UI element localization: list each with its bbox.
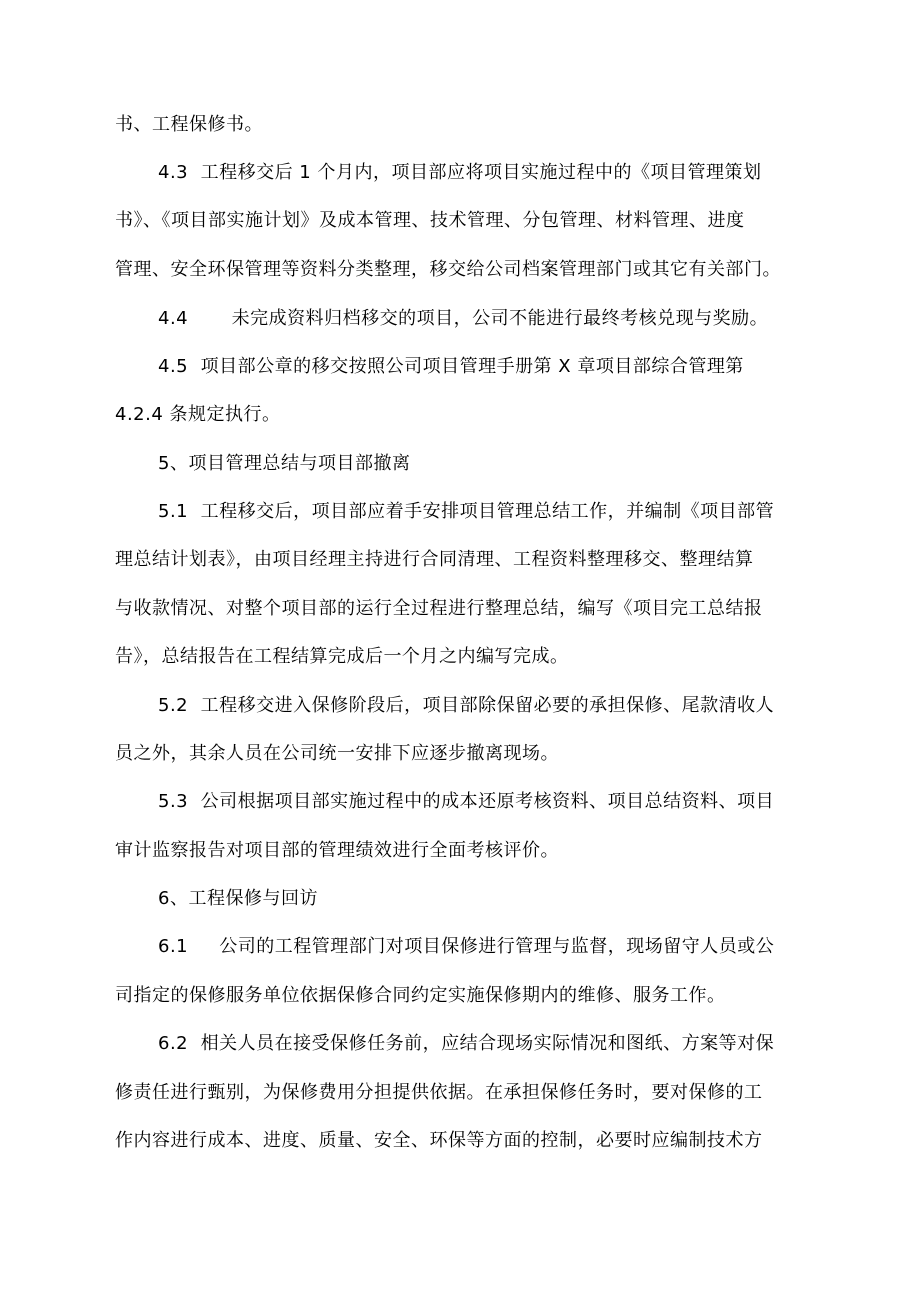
- text-line-21: 修责任进行甄别，为保修费用分担提供依据。在承担保修任务时，要对保修的工: [115, 1082, 763, 1103]
- text-line-7: 4.2.4 条规定执行。: [115, 404, 281, 425]
- text-line-6: 4.5 项目部公章的移交按照公司项目管理手册第 X 章项目部综合管理第: [158, 356, 744, 377]
- text-line-19: 司指定的保修服务单位依据保修合同约定实施保修期内的维修、服务工作。: [115, 985, 726, 1006]
- text-line-4: 管理、安全环保管理等资料分类整理，移交给公司档案管理部门或其它有关部门。: [115, 259, 781, 280]
- text-line-15: 5.3 公司根据项目部实施过程中的成本还原考核资料、项目总结资料、项目: [158, 791, 775, 812]
- text-line-18: 6.1 公司的工程管理部门对项目保修进行管理与监督，现场留守人员或公: [158, 936, 775, 957]
- text-line-9: 5.1 工程移交后，项目部应着手安排项目管理总结工作，并编制《项目部管: [158, 501, 775, 522]
- text-line-22: 作内容进行成本、进度、质量、安全、环保等方面的控制，必要时应编制技术方: [115, 1130, 763, 1151]
- section-heading-6: 6、工程保修与回访: [158, 888, 318, 909]
- section-heading-5: 5、项目管理总结与项目部撤离: [158, 453, 411, 474]
- text-line-12: 告》，总结报告在工程结算完成后一个月之内编写完成。: [115, 646, 569, 667]
- text-line-20: 6.2 相关人员在接受保修任务前，应结合现场实际情况和图纸、方案等对保: [158, 1033, 775, 1054]
- text-line-5: 4.4 未完成资料归档移交的项目，公司不能进行最终考核兑现与奖励。: [158, 308, 769, 329]
- text-line-11: 与收款情况、对整个项目部的运行全过程进行整理总结，编写《项目完工总结报: [115, 598, 763, 619]
- text-line-16: 审计监察报告对项目部的管理绩效进行全面考核评价。: [115, 840, 559, 861]
- text-line-2: 4.3 工程移交后 1 个月内，项目部应将项目实施过程中的《项目管理策划: [158, 162, 762, 183]
- text-line-13: 5.2 工程移交进入保修阶段后，项目部除保留必要的承担保修、尾款清收人: [158, 695, 775, 716]
- text-line-14: 员之外，其余人员在公司统一安排下应逐步撤离现场。: [115, 743, 559, 764]
- text-line-3: 书》、《项目部实施计划》及成本管理、技术管理、分包管理、材料管理、进度: [115, 210, 745, 231]
- text-line-1: 书、工程保修书。: [115, 114, 263, 135]
- text-line-10: 理总结计划表》，由项目经理主持进行合同清理、工程资料整理移交、整理结算: [115, 549, 754, 570]
